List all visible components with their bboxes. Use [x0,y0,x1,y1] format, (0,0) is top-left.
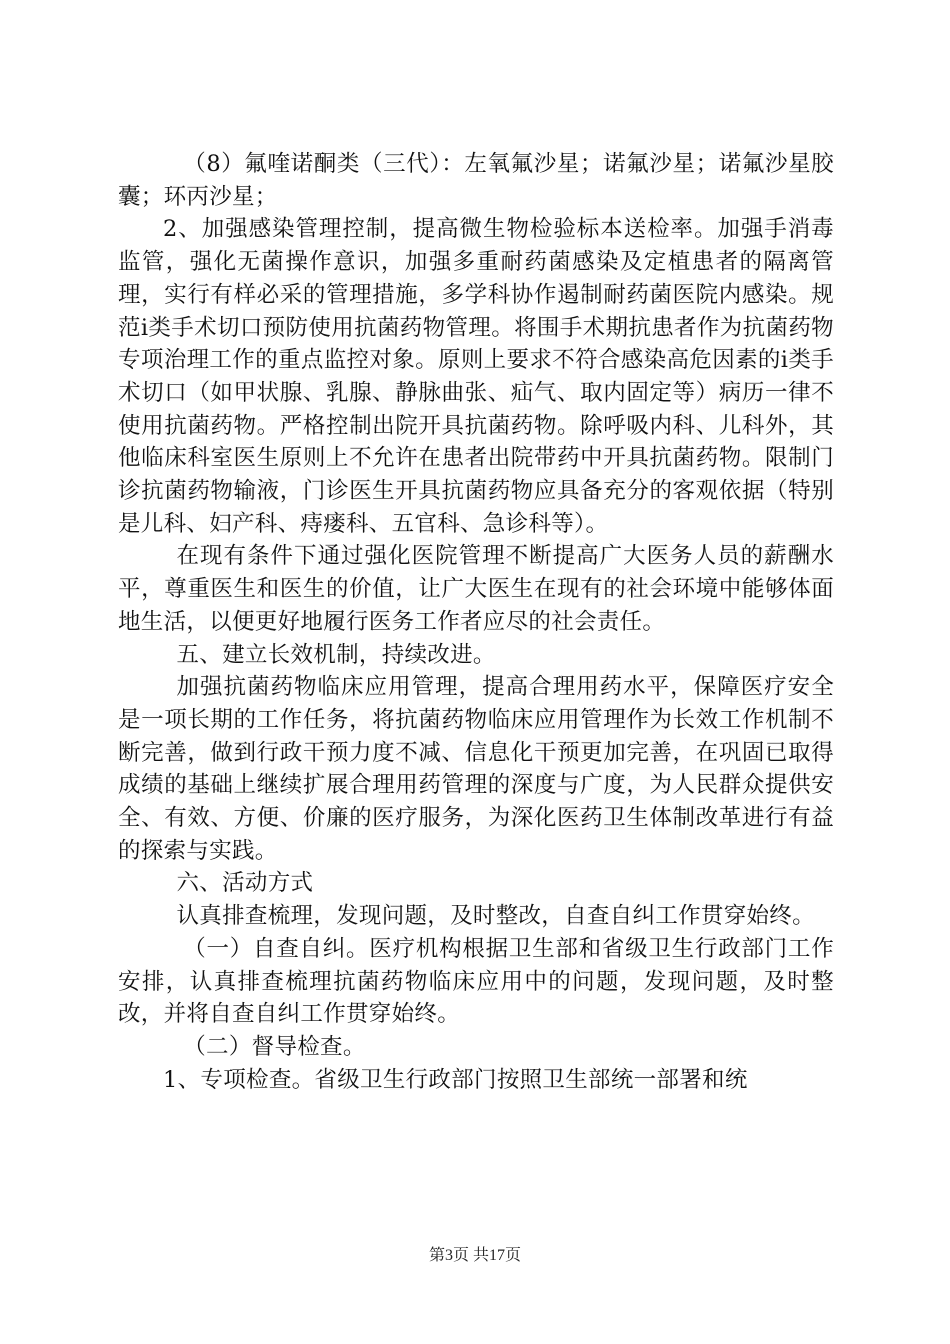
paragraph-infection-control: 2、加强感染管理控制，提高微生物检验标本送检率。加强手消毒监管，强化无菌操作意识，加强多重耐药菌感染及定植患者的隔离管理，实行有样必采的管理措施，多学科协作遏制耐药菌医院内感染。规范ⅰ类手术切口预防使用抗菌药物管理。将围手术期抗患者作为抗菌药物专项治理工作的重点监控对象。原则上要求不符合感染高危因素的ⅰ类手术切口（如甲状腺、乳腺、静脉曲张、疝气、取内固定等）病历一律不使用抗菌药物。严格控制出院开具抗菌药物。除呼吸内科、儿科外，其他临床科室医生原则上不允许在患者出院带药中开具抗菌药物。限制门诊抗菌药物输液，门诊医生开具抗菌药物应具备充分的客观依据（特别是儿科、妇产科、痔瘘科、五官科、急诊科等）。 [118,216,834,537]
paragraph-salary: 在现有条件下通过强化医院管理不断提高广大医务人员的薪酬水平，尊重医生和医生的价值，让广大医生在现有的社会环境中能够体面地生活，以便更好地履行医务工作者应尽的社会责任。 [118,543,834,635]
subheading-supervision: （二）督导检查。 [183,1033,366,1060]
section-heading-five: 五、建立长效机制，持续改进。 [176,641,496,668]
paragraph-special-inspection: 1、专项检查。省级卫生行政部门按照卫生部统一部署和统 [163,1066,748,1093]
paragraph-fluoroquinolones: （8）氟喹诺酮类（三代）：左氧氟沙星；诺氟沙星；诺氟沙星胶囊；环丙沙星； [118,151,834,210]
document-body [118,148,834,1096]
section-heading-six: 六、活动方式 [176,870,314,897]
paragraph-activity-method: 认真排查梳理，发现问题，及时整改，自查自纠工作贯穿始终。 [176,903,815,930]
page-number-footer: 第3页 共17页 [428,1247,521,1264]
paragraph-long-term-mechanism: 加强抗菌药物临床应用管理，提高合理用药水平，保障医疗安全是一项长期的工作任务，将抗菌药物临床应用管理作为长效工作机制不断完善，做到行政干预力度不减、信息化干预更加完善，在巩固已取得成绩的基础上继续扩展合理用药管理的深度与广度，为人民群众提供安全、有效、方便、价廉的医疗服务，为深化医药卫生体制改革进行有益的探索与实践。 [118,674,834,864]
paragraph-self-check: （一）自查自纠。医疗机构根据卫生部和省级卫生行政部门工作安排，认真排查梳理抗菌药物临床应用中的问题，发现问题，及时整改，并将自查自纠工作贯穿始终。 [118,935,834,1028]
